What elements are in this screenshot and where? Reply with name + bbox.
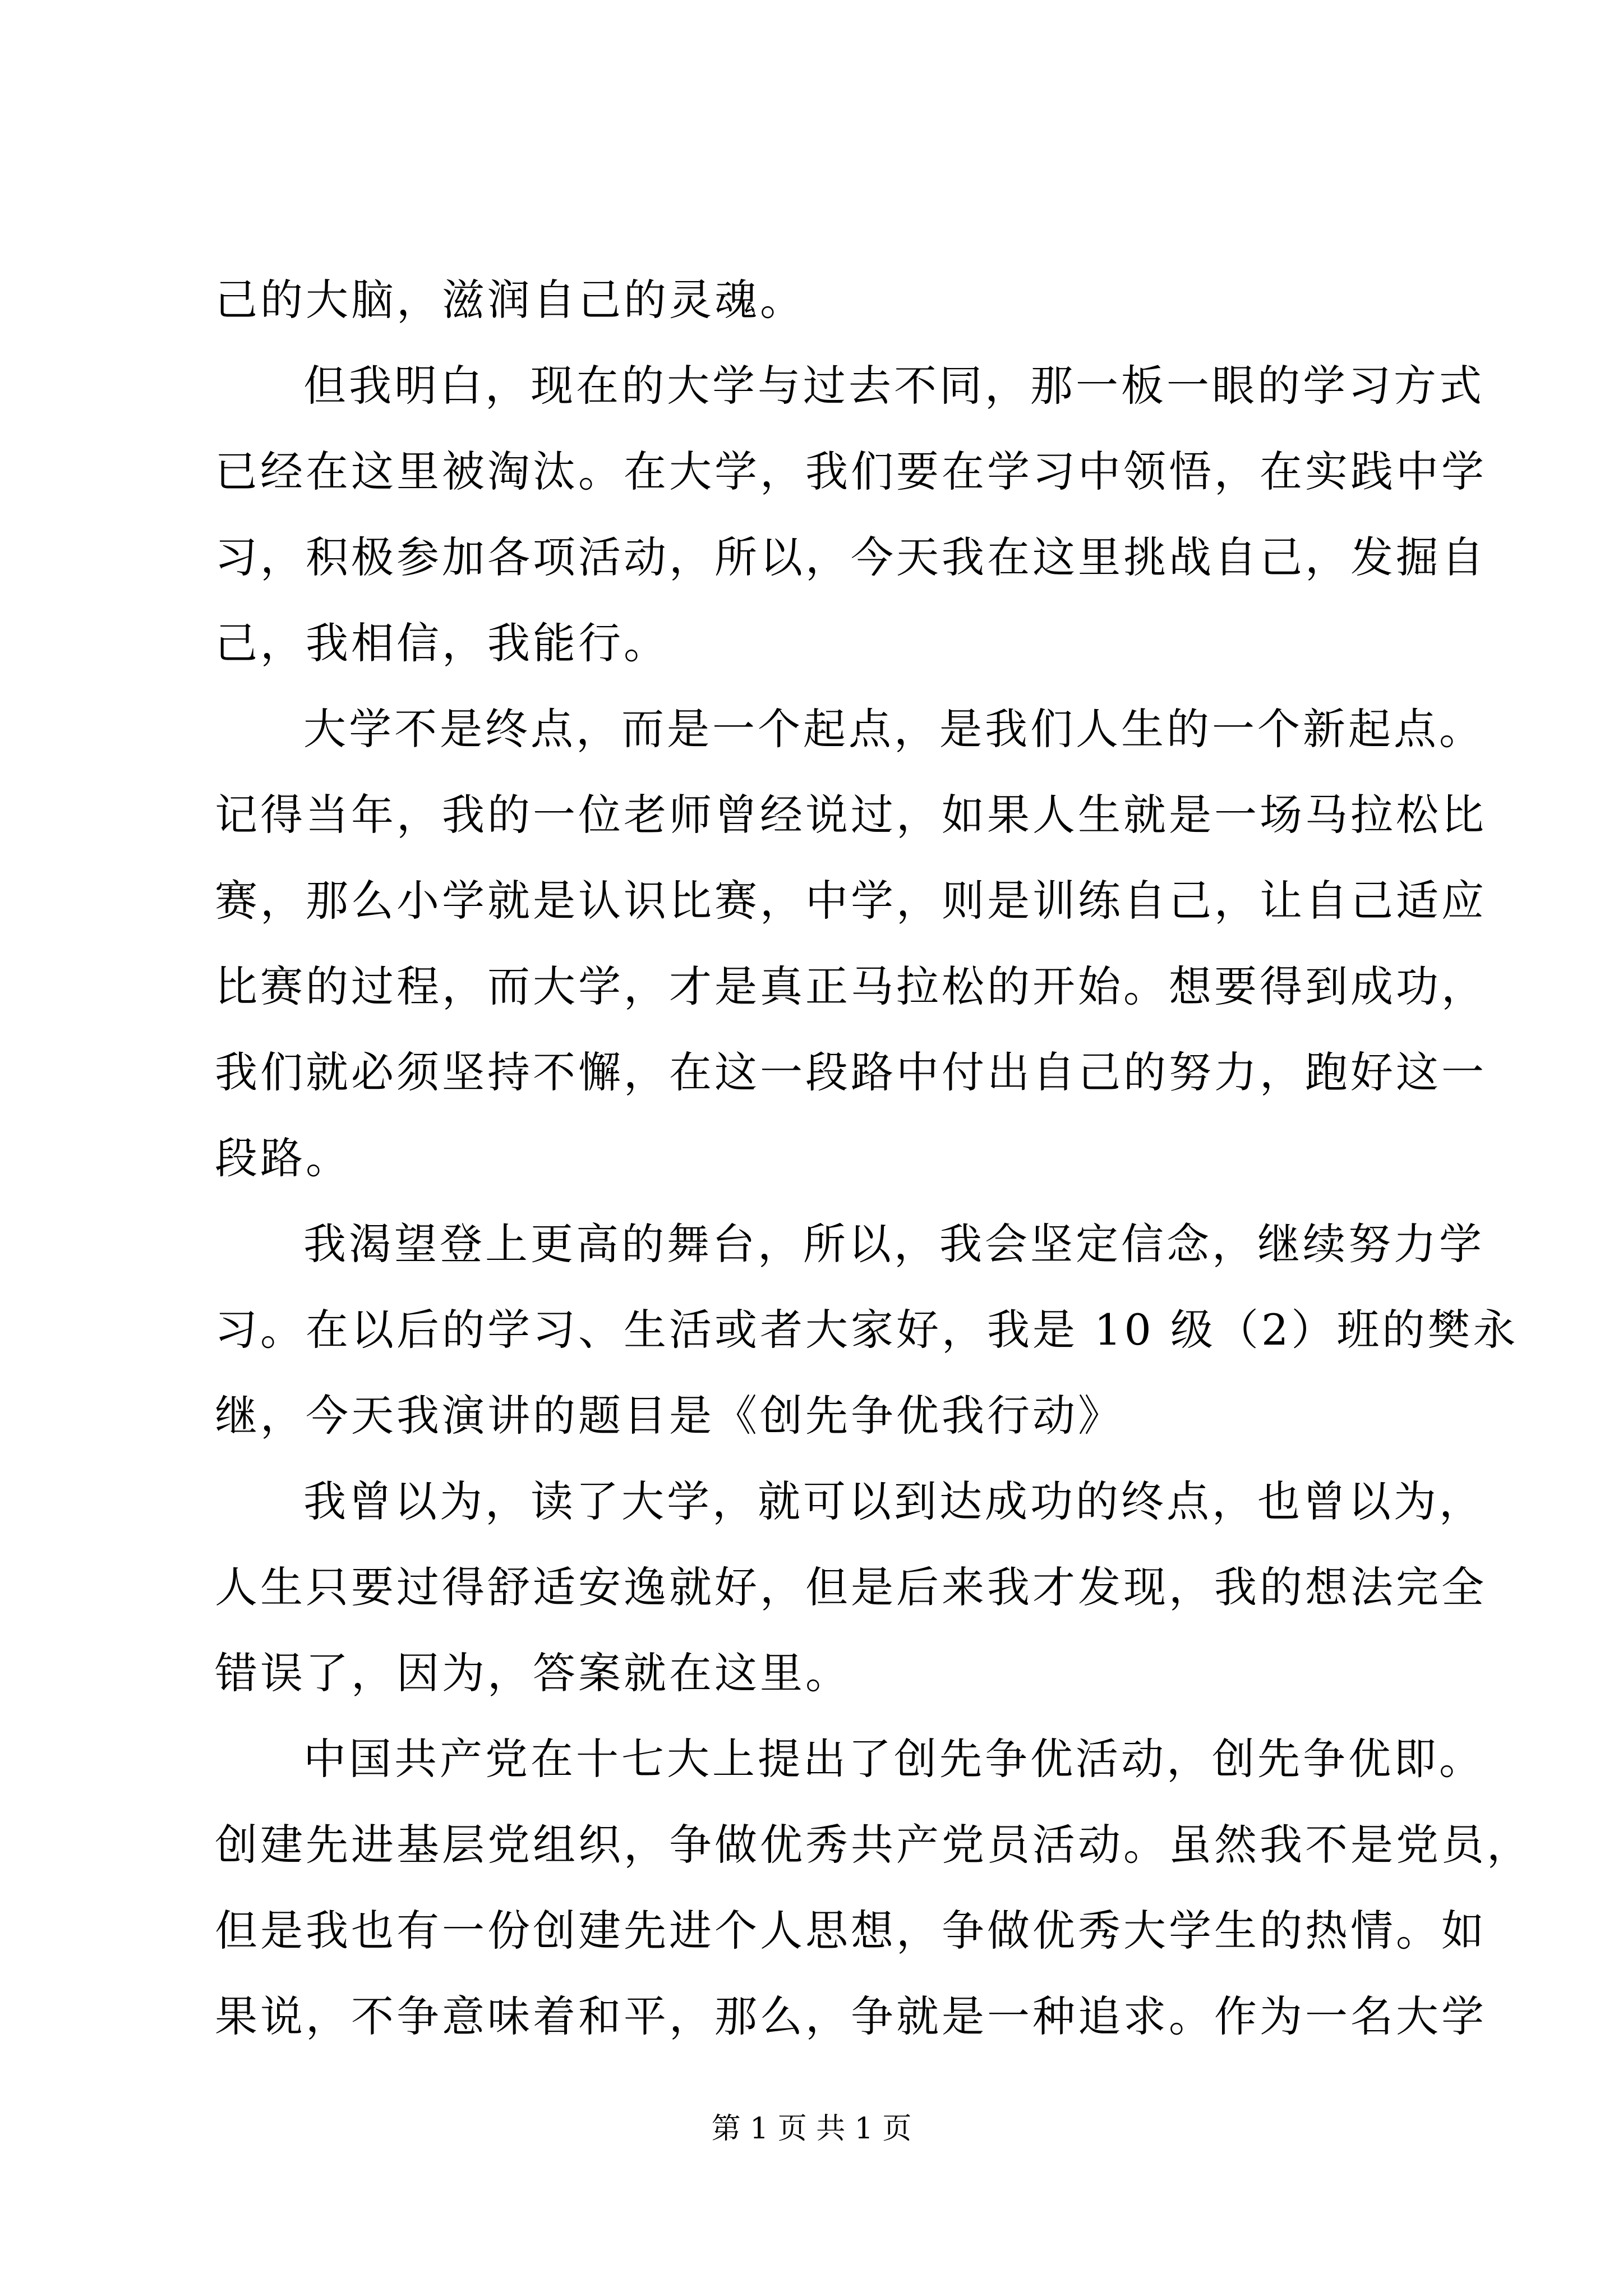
text-line [215, 1716, 1484, 1802]
page-footer: 第 1 页 共 1 页 [711, 2112, 912, 2146]
text-line [215, 1287, 1519, 1373]
text-line [215, 600, 1426, 686]
text-line-content: 习。在以后的学习、生活或者大家好，我是 10 级（2）班的樊永 [215, 1305, 1519, 1355]
text-line [215, 429, 1487, 514]
text-line [215, 514, 1487, 600]
text-line-content: 中国共产党在十七大上提出了创先争优活动，创先争优即。 [303, 1734, 1484, 1784]
text-line [215, 1029, 1487, 1115]
text-line-content: 我渴望登上更高的舞台，所以，我会坚定信念，继续努力学 [303, 1219, 1484, 1269]
text-line-content: 己的大脑，滋润自己的灵魂。 [215, 275, 805, 325]
text-line [215, 257, 1426, 343]
text-line-content: 果说，不争意味着和平，那么，争就是一种追求。作为一名大学 [215, 1991, 1487, 2041]
text-line [215, 1201, 1484, 1287]
text-line-content: 记得当年，我的一位老师曾经说过，如果人生就是一场马拉松比 [215, 790, 1487, 840]
text-line-content: 已经在这里被淘汰。在大学，我们要在学习中领悟，在实践中学 [215, 447, 1487, 496]
text-line-content: 继，今天我演讲的题目是《创先争优我行动》 [215, 1391, 1123, 1441]
text-line-content: 但是我也有一份创建先进个人思想，争做优秀大学生的热情。如 [215, 1906, 1487, 1955]
text-line-content: 习，积极参加各项活动，所以，今天我在这里挑战自己，发掘自 [215, 532, 1487, 582]
text-line [215, 1373, 1426, 1458]
text-line [215, 1973, 1487, 2059]
text-line-content: 大学不是终点，而是一个起点，是我们人生的一个新起点。 [303, 704, 1484, 754]
text-line [215, 686, 1484, 772]
text-line [215, 1458, 1484, 1544]
text-line [215, 1115, 1426, 1201]
text-line [215, 343, 1484, 429]
text-line-content: 段路。 [215, 1133, 351, 1183]
text-line-content: 人生只要过得舒适安逸就好，但是后来我才发现，我的想法完全 [215, 1562, 1487, 1612]
text-line-content: 我们就必须坚持不懈，在这一段路中付出自己的努力，跑好这一 [215, 1047, 1487, 1097]
text-line-content: 比赛的过程，而大学，才是真正马拉松的开始。想要得到成功， [215, 961, 1487, 1011]
text-line [215, 1630, 1426, 1716]
body-text [215, 257, 1532, 2059]
text-line [215, 858, 1487, 944]
text-line-content: 我曾以为，读了大学，就可以到达成功的终点，也曾以为， [303, 1476, 1484, 1526]
text-line [215, 944, 1487, 1029]
text-line-content: 创建先进基层党组织，争做优秀共产党员活动。虽然我不是党员， [215, 1820, 1532, 1870]
text-line-content: 己，我相信，我能行。 [215, 618, 669, 668]
text-line-content: 但我明白，现在的大学与过去不同，那一板一眼的学习方式 [303, 361, 1484, 411]
text-line-content: 错误了，因为，答案就在这里。 [215, 1648, 851, 1698]
text-line-content: 赛，那么小学就是认识比赛，中学，则是训练自己，让自己适应 [215, 876, 1487, 926]
text-line [215, 1802, 1532, 1888]
text-line [215, 1544, 1487, 1630]
text-line [215, 772, 1487, 858]
text-line [215, 1888, 1487, 1973]
